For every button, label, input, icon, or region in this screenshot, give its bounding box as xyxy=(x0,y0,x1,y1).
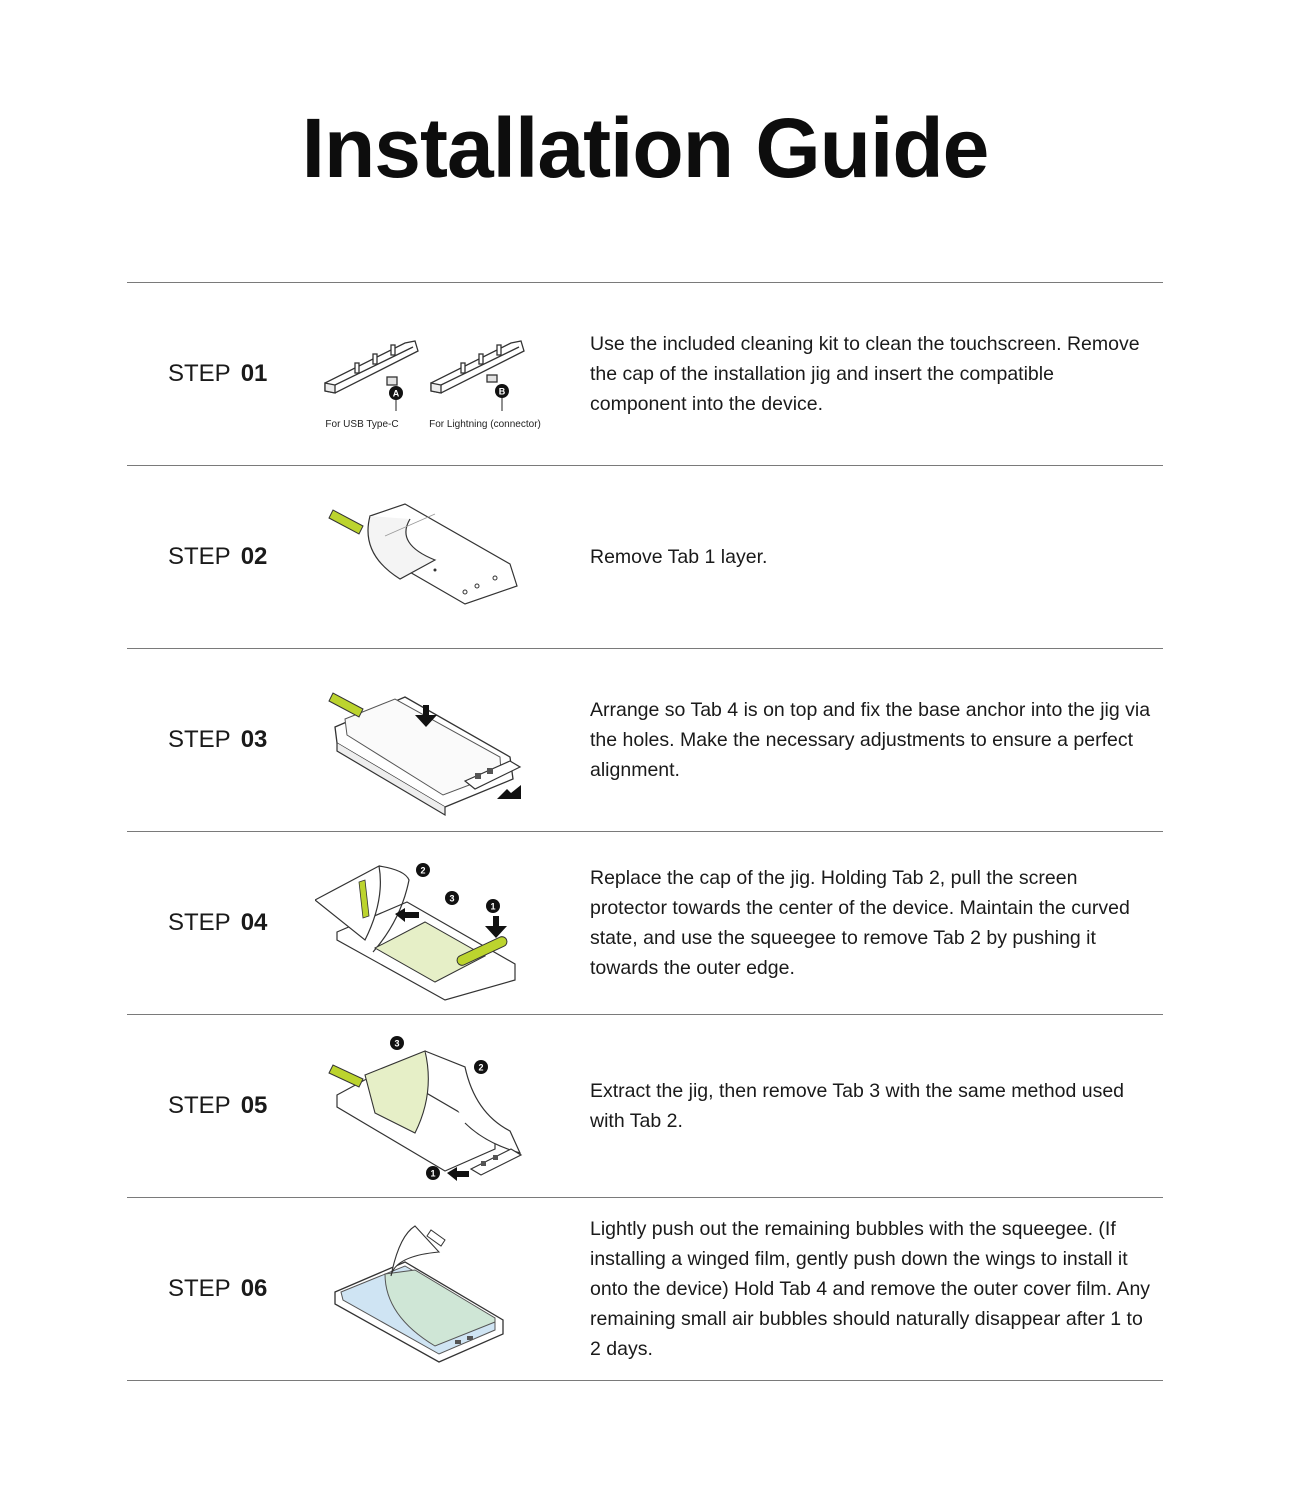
jig-a xyxy=(325,341,418,393)
step-05-description: Extract the jig, then remove Tab 3 with the same method used with Tab 2. xyxy=(590,1080,1125,1132)
step-06 xyxy=(127,1197,1163,1381)
jig-b xyxy=(431,341,524,393)
step-05-illustration xyxy=(315,1023,565,1189)
svg-text:1: 1 xyxy=(490,901,496,912)
step-04-illustration xyxy=(315,840,565,1006)
page-title: Installation Guide xyxy=(301,101,989,195)
svg-text:B: B xyxy=(498,386,506,397)
remove-cover-film-illustration xyxy=(315,1206,565,1372)
step-01 xyxy=(127,282,1163,465)
svg-text:1: 1 xyxy=(430,1168,436,1179)
svg-text:2: 2 xyxy=(478,1062,484,1073)
step-02 xyxy=(127,465,1163,648)
installation-steps xyxy=(127,282,1163,1381)
step-label: STEP 02 xyxy=(168,543,268,570)
caption-usb-type-c: For USB Type-C xyxy=(325,419,399,430)
step-01-illustration xyxy=(315,291,565,457)
svg-text:2: 2 xyxy=(420,865,426,876)
step-02-description: Remove Tab 1 layer. xyxy=(590,546,768,568)
step-04-description: Replace the cap of the jig. Holding Tab 2, pull the screen protector towards the center of the device. Maintain the curved state, and use the squeegee to remove Tab 2 by pushing it towards the outer edge. xyxy=(590,867,1130,979)
remove-tab-1-illustration xyxy=(315,474,565,640)
step-label: STEP 01 xyxy=(168,360,268,387)
svg-text:A: A xyxy=(392,388,400,399)
caption-lightning: For Lightning (connector) xyxy=(429,419,541,430)
step-label: STEP 06 xyxy=(168,1275,268,1302)
remove-tab-3-illustration xyxy=(315,1023,565,1189)
step-06-illustration xyxy=(315,1206,565,1372)
step-label: STEP 04 xyxy=(168,909,268,936)
step-02-illustration xyxy=(315,474,565,640)
pull-tab-2-illustration xyxy=(315,840,565,1006)
step-label: STEP 03 xyxy=(168,726,268,753)
step-06-description: Lightly push out the remaining bubbles with the squeegee. (If installing a winged film, gently push down the wings to install it onto the device) Hold Tab 4 and remove the outer cover film. Any remaining small air bubbles should naturally disappear after 1 to 2 days. xyxy=(590,1218,1151,1360)
step-05 xyxy=(127,1014,1163,1197)
step-01-description: Use the included cleaning kit to clean the touchscreen. Remove the cap of the installation jig and insert the compatible component into the device. xyxy=(590,333,1140,415)
step-03 xyxy=(127,648,1163,831)
step-03-description: Arrange so Tab 4 is on top and fix the base anchor into the jig via the holes. Make the necessary adjustments to ensure a perfect alignment. xyxy=(590,699,1151,781)
step-04 xyxy=(127,831,1163,1014)
jig-components-illustration xyxy=(315,291,565,457)
step-label: STEP 05 xyxy=(168,1092,268,1119)
svg-text:3: 3 xyxy=(449,893,455,904)
svg-text:3: 3 xyxy=(394,1038,400,1049)
align-protector-illustration xyxy=(315,657,565,823)
step-03-illustration xyxy=(315,657,565,823)
